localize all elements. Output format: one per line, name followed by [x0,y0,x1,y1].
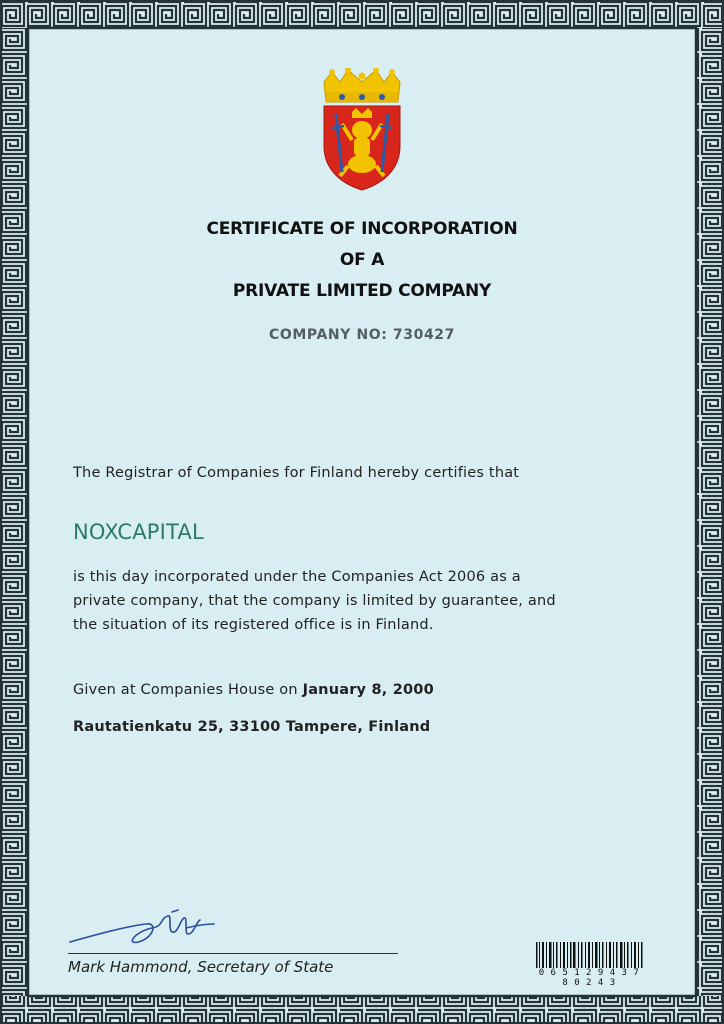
intro-text: The Registrar of Companies for Finland hereby certifies that [73,465,520,481]
given-line [73,678,573,702]
signatory-caption: Mark Hammond, Secretary of State [68,958,334,976]
title-line-3: PRIVATE LIMITED COMPANY [232,281,492,301]
given-date: January 8, 2000 [302,682,434,698]
coat-of-arms-icon [318,68,406,192]
statement-text: is this day incorporated under the Companies Act 2006 as a private company, that the company is limited by guarantee, and the situation of its registered office is in Finland. [73,569,556,633]
address: Rautatienkatu 25, 33100 Tampere, Finland [73,719,431,735]
company-number: COMPANY NO: 730427 [269,327,455,343]
given-prefix: Given at Companies House on [73,682,298,698]
company-name: NOXCAPITAL [73,520,204,544]
signature-line [68,953,398,954]
title-line-2: OF A [339,250,385,270]
handwritten-signature [68,908,218,952]
title-line-1: CERTIFICATE OF INCORPORATION [206,219,518,239]
barcode-number: 0 6 5 1 2 9 4 3 7 8 0 2 4 3 [538,968,640,988]
barcode-icon [534,942,644,968]
